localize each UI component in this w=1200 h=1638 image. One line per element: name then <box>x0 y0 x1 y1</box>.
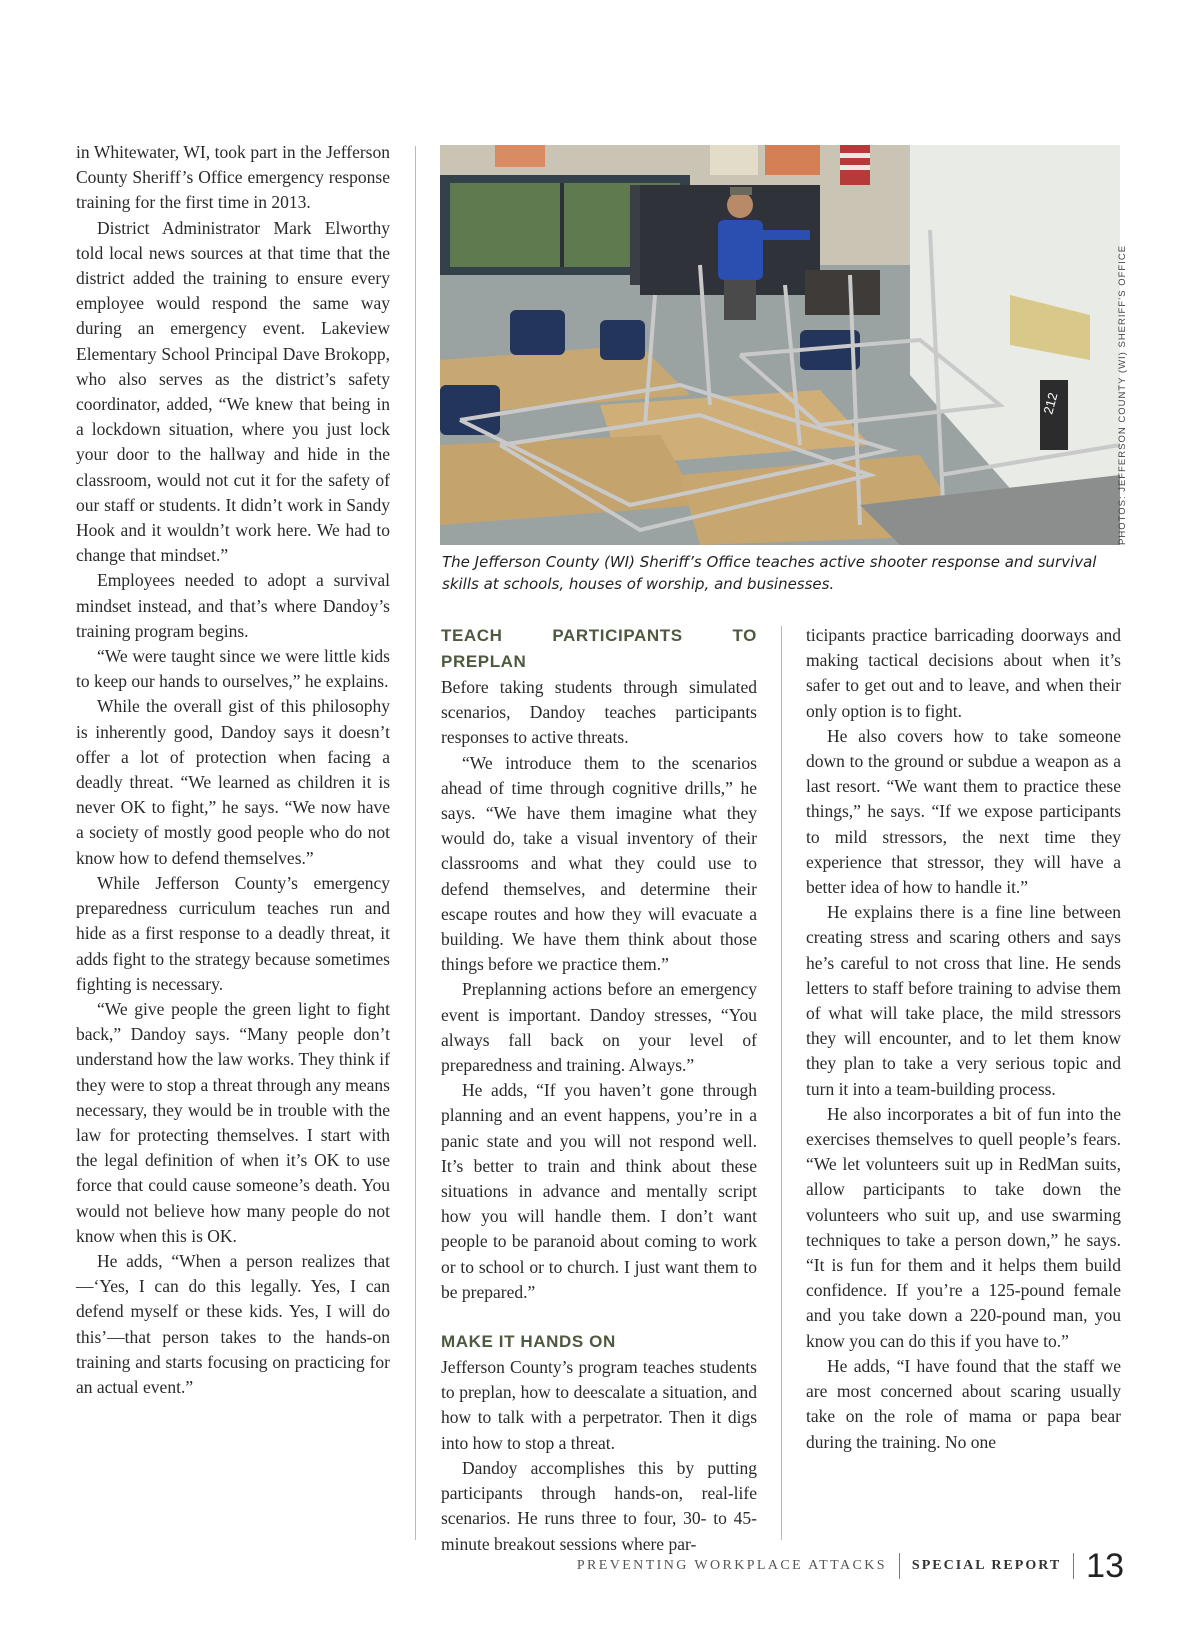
paragraph: in Whitewater, WI, took part in the Jefferson County Sheriff’s Office emergency response training for the first time in 2013. <box>76 142 390 213</box>
footer-divider <box>899 1553 900 1579</box>
paragraph: He adds, “When a person realizes that—‘Yes, I can do this legally. Yes, I can defend myself or these kids. Yes, I will do this’—that person takes to the hands-on training and starts focusing on practicing for an actual event.” <box>76 1250 390 1397</box>
footer-divider <box>1073 1553 1074 1579</box>
article-column-3 <box>806 623 1121 1455</box>
column-divider <box>415 146 416 1540</box>
paragraph: Jefferson County’s program teaches students to preplan, how to deescalate a situation, and how to talk with a perpetrator. Then it digs into how to stop a threat. <box>441 1357 757 1453</box>
paragraph: “We introduce them to the scenarios ahead of time through cognitive drills,” he says. “We have them imagine what they would do, take a visual inventory of their classrooms and what they could use to defend themselves, and determine their escape routes and how they will evacuate a building. We have them think about those things before we practice them.” <box>441 752 757 975</box>
paragraph: Employees needed to adopt a survival mindset instead, and that’s where Dandoy’s training program begins. <box>76 570 390 641</box>
article-column-2 <box>441 623 757 1557</box>
paragraph: “We give people the green light to fight back,” Dandoy says. “Many people don’t understand how the law works. They think if they were to stop a threat through any means necessary, they would be in trouble with the law for protecting themselves. I start with the legal definition of when it’s OK to use force that could cause someone’s death. You would not believe how many people do not know when this is OK. <box>76 998 390 1246</box>
paragraph: While the overall gist of this philosophy is inherently good, Dandoy says it doesn’t offer a lot of protection when facing a deadly threat. “We learned as children it is never OK to fight,” he says. “We now have a society of mostly good people who do not know how to defend themselves.” <box>76 696 390 868</box>
section-name: SPECIAL REPORT <box>911 1558 1062 1573</box>
page-footer <box>577 1546 1124 1586</box>
paragraph: ticipants practice barricading doorways and making tactical decisions about when it’s safer to get out and to leave, and when their only option is to fight. <box>806 625 1121 721</box>
paragraph: Dandoy accomplishes this by putting participants through hands-on, real-life scenarios. He runs three to four, 30- to 45-minute breakout sessions where par- <box>441 1457 757 1554</box>
section-heading: MAKE IT HANDS ON <box>441 1332 616 1352</box>
publication-name: PREVENTING WORKPLACE ATTACKS <box>576 1558 887 1573</box>
paragraph: Preplanning actions before an emergency event is important. Dandoy stresses, “You always fall back on your level of preparedness and training. Always.” <box>441 979 757 1076</box>
column-divider <box>781 626 782 1540</box>
paragraph: He also incorporates a bit of fun into the exercises themselves to quell people’s fears. “We let volunteers suit up in RedMan suits, allow participants to take down the volunteers who suit up, and use swarming techniques to take a person down,” he says. “It is fun for them and it helps them build confidence. If you’re a 125-pound female and you take down a 220-pound man, you know you can do this if you have to.” <box>806 1103 1121 1351</box>
paragraph: He adds, “I have found that the staff we are most concerned about scaring usually take on the role of mama or papa bear during the training. No one <box>806 1355 1121 1452</box>
photo-caption: The Jefferson County (WI) Sheriff’s Office teaches active shooter response and survival skills at schools, houses of worship, and businesses. <box>442 553 1097 593</box>
paragraph: While Jefferson County’s emergency preparedness curriculum teaches run and hide as a first response to a deadly threat, it adds fight to the strategy because sometimes fighting is necessary. <box>76 872 390 994</box>
paragraph: Before taking students through simulated scenarios, Dandoy teaches participants responses to active threats. <box>441 677 757 748</box>
article-column-1 <box>76 140 390 1400</box>
section-heading: TEACH PARTICIPANTS TO PREPLAN <box>441 626 757 671</box>
paragraph: He explains there is a fine line between creating stress and scaring others and says he’s careful to not cross that line. He sends letters to staff before training to advise them of what will take place, the mild stressors they will encounter, and to let them know they plan to take a very serious topic and turn it into a team-building process. <box>806 902 1121 1099</box>
page-number: 13 <box>1086 1546 1124 1585</box>
room-sign-text: 212 <box>1040 390 1061 416</box>
paragraph: He also covers how to take someone down to the ground or subdue a weapon as a last resort. “We want them to practice these things,” he says. “If we expose participants to mild stressors, the next time they experience that stressor, they will have a better idea of how to handle it.” <box>806 725 1121 898</box>
paragraph: “We were taught since we were little kids to keep our hands to ourselves,” he explains. <box>76 646 390 692</box>
classroom-photo-illustration <box>440 145 1120 545</box>
paragraph: He adds, “If you haven’t gone through planning and an event happens, you’re in a panic state and you will not respond well. It’s better to train and think about these situations in advance and mentally script how you will handle them. I don’t want people to be paranoid about coming to work or to school or to church. I just want them to be prepared.” <box>441 1080 757 1302</box>
photo-credit: PHOTOS: JEFFERSON COUNTY (WI) SHERIFF’S OFFICE <box>1117 244 1128 545</box>
paragraph: District Administrator Mark Elworthy told local news sources at that time that the district added the training to ensure every employee would respond the same way during an emergency event. Lakeview Elementary School Principal Dave Brokopp, who also serves as the district’s safety coordinator, added, “We knew that being in a lockdown situation, where you just lock your door to the hallway and hide in the classroom, would not cut it for the safety of our staff or students. It didn’t work in Sandy Hook and it wouldn’t work here. We had to change that mindset.” <box>76 217 390 566</box>
classroom-photo <box>440 145 1120 545</box>
